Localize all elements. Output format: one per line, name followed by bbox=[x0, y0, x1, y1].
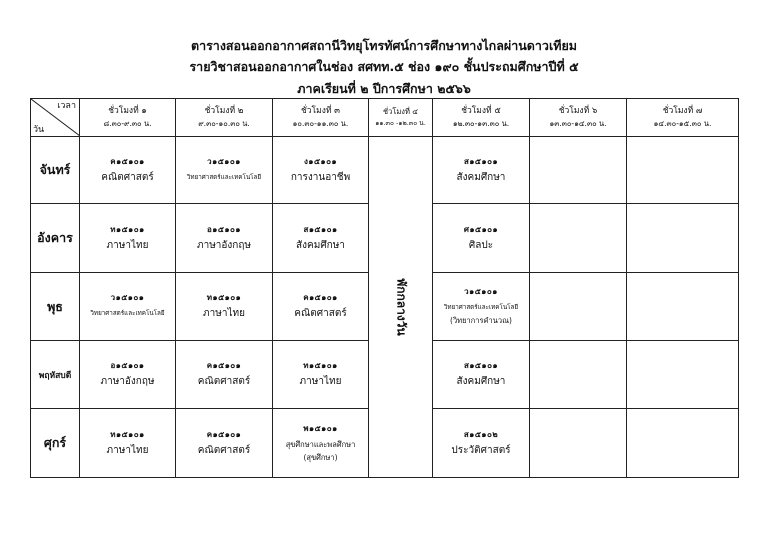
class-cell bbox=[176, 341, 273, 409]
course-code: พ๑๕๑๐๑ bbox=[303, 423, 338, 433]
day-name: พุธ bbox=[31, 273, 80, 341]
class-cell bbox=[80, 341, 176, 409]
course-code: ส๑๕๑๐๑ bbox=[463, 156, 499, 166]
subject-name: ภาษาไทย bbox=[299, 376, 342, 387]
period-header bbox=[80, 99, 176, 137]
empty-cell bbox=[530, 341, 627, 409]
class-cell bbox=[80, 204, 176, 273]
period-header bbox=[433, 99, 530, 137]
subject-note: (วิทยาการคำนวณ) bbox=[450, 316, 512, 325]
subject-name: สังคมศึกษา bbox=[296, 239, 345, 251]
empty-cell bbox=[627, 204, 739, 273]
empty-cell bbox=[627, 341, 739, 409]
class-cell bbox=[273, 341, 369, 409]
lunch-break-cell bbox=[369, 137, 433, 478]
subject-name: ภาษาไทย bbox=[203, 308, 245, 319]
class-cell bbox=[80, 137, 176, 204]
header-row bbox=[31, 99, 739, 137]
empty-cell bbox=[627, 409, 739, 478]
empty-cell bbox=[627, 273, 739, 341]
period-time: ๑๔.๓๐-๑๕.๓๐ น. bbox=[653, 119, 712, 128]
class-cell bbox=[176, 273, 273, 341]
day-label: วัน bbox=[33, 125, 45, 135]
period-header bbox=[627, 99, 739, 137]
course-code: ส๑๕๑๐๑ bbox=[303, 224, 338, 234]
day-name: อังคาร bbox=[31, 204, 80, 273]
subject-name: คณิตศาสตร์ bbox=[294, 308, 347, 319]
subject-name: สังคมศึกษา bbox=[456, 171, 506, 183]
subject-name: วิทยาศาสตร์และเทคโนโลยี bbox=[186, 173, 262, 181]
empty-cell bbox=[530, 137, 627, 204]
subject-name: ภาษาอังกฤษ bbox=[196, 239, 251, 251]
subject-name: ประวัติศาสตร์ bbox=[451, 444, 511, 456]
class-cell bbox=[273, 137, 369, 204]
course-code: อ๑๕๑๐๑ bbox=[110, 361, 145, 370]
schedule-table bbox=[30, 98, 739, 478]
lunch-break-label: พักกลางวัน bbox=[394, 278, 408, 336]
empty-cell bbox=[530, 204, 627, 273]
class-cell bbox=[80, 409, 176, 478]
course-code: ท๑๕๑๐๑ bbox=[110, 429, 145, 439]
class-cell bbox=[433, 204, 530, 273]
subject-name: สังคมศึกษา bbox=[456, 376, 506, 387]
course-code: ค๑๕๑๐๑ bbox=[206, 429, 242, 439]
course-code: ค๑๕๑๐๑ bbox=[110, 156, 145, 166]
class-cell bbox=[80, 273, 176, 341]
course-code: ว๑๕๑๐๑ bbox=[464, 287, 498, 296]
semester-line: ภาคเรียนที่ ๒ ปีการศึกษา ๒๕๖๖ bbox=[297, 81, 471, 96]
class-cell bbox=[273, 409, 369, 478]
day-row-monday bbox=[31, 137, 739, 204]
course-code: ง๑๕๑๐๑ bbox=[303, 156, 338, 166]
course-code: ศ๑๕๑๐๑ bbox=[463, 224, 499, 234]
subject-name: สุขศึกษาและพลศึกษา bbox=[285, 439, 356, 449]
period-header bbox=[369, 99, 433, 137]
day-name: ศุกร์ bbox=[31, 409, 80, 478]
subject-name: ภาษาอังกฤษ bbox=[100, 376, 155, 387]
document-title: ตารางสอนออกอากาศสถานีวิทยุโทรทัศน์การศึกษาทางไกลผ่านดาวเทียม bbox=[190, 38, 578, 53]
class-cell bbox=[433, 341, 530, 409]
subject-name: วิทยาศาสตร์และเทคโนโลยี bbox=[443, 304, 519, 311]
course-code: ส๑๕๑๐๒ bbox=[463, 429, 499, 439]
day-name: พฤหัสบดี bbox=[31, 341, 80, 409]
period-header bbox=[273, 99, 369, 137]
subject-name: ศิลปะ bbox=[468, 239, 494, 251]
document-subtitle: รายวิชาสอนออกอากาศในช่อง สศทท.๕ ช่อง ๑๙๐ ชั้นประถมศึกษาปีที่ ๕ bbox=[189, 59, 579, 74]
corner-cell bbox=[31, 99, 80, 137]
period-header bbox=[530, 99, 627, 137]
course-code: ท๑๕๑๐๑ bbox=[206, 293, 242, 302]
time-label: เวลา bbox=[57, 101, 76, 111]
course-code: อ๑๕๑๐๑ bbox=[207, 224, 241, 234]
course-code: ว๑๕๑๐๑ bbox=[207, 156, 241, 166]
class-cell bbox=[273, 204, 369, 273]
subject-name: คณิตศาสตร์ bbox=[197, 376, 251, 387]
day-name: จันทร์ bbox=[31, 137, 80, 204]
subject-name: ภาษาไทย bbox=[106, 444, 149, 456]
period-name: ชั่วโมงที่ ๑ bbox=[108, 106, 147, 116]
empty-cell bbox=[530, 273, 627, 341]
class-cell bbox=[176, 137, 273, 204]
period-time: ๘.๓๐-๙.๓๐ น. bbox=[103, 119, 152, 128]
period-time: ๑๐.๓๐-๑๑.๓๐ น. bbox=[292, 119, 349, 128]
empty-cell bbox=[530, 409, 627, 478]
period-time: ๑๑.๓๐ -๑๒.๓๐ น. bbox=[375, 119, 426, 127]
course-code: ค๑๕๑๐๑ bbox=[206, 361, 242, 370]
course-code: ท๑๕๑๐๑ bbox=[303, 361, 338, 370]
empty-cell bbox=[627, 137, 739, 204]
period-name: ชั่วโมงที่ ๗ bbox=[662, 106, 703, 116]
course-code: ค๑๕๑๐๑ bbox=[303, 293, 338, 302]
subject-name: คณิตศาสตร์ bbox=[101, 171, 154, 183]
class-cell bbox=[433, 137, 530, 204]
period-name: ชั่วโมงที่ ๓ bbox=[301, 106, 340, 116]
period-time: ๑๓.๓๐-๑๔.๓๐ น. bbox=[549, 119, 607, 128]
subject-name: วิทยาศาสตร์และเทคโนโลยี bbox=[90, 310, 165, 317]
class-cell bbox=[433, 273, 530, 341]
course-code: ว๑๕๑๐๑ bbox=[110, 293, 145, 302]
course-code: ส๑๕๑๐๑ bbox=[463, 361, 499, 370]
subject-note: (สุขศึกษา) bbox=[303, 452, 338, 462]
course-code: ท๑๕๑๐๑ bbox=[110, 224, 145, 234]
subject-name: การงานอาชีพ bbox=[290, 171, 351, 183]
period-time: ๑๒.๓๐-๑๓.๓๐ น. bbox=[452, 119, 510, 128]
subject-name: ภาษาไทย bbox=[106, 239, 149, 251]
period-time: ๙.๓๐-๑๐.๓๐ น. bbox=[198, 119, 250, 128]
class-cell bbox=[176, 409, 273, 478]
class-cell bbox=[176, 204, 273, 273]
period-header bbox=[176, 99, 273, 137]
class-cell bbox=[273, 273, 369, 341]
period-name: ชั่วโมงที่ ๔ bbox=[383, 107, 418, 116]
period-name: ชั่วโมงที่ ๖ bbox=[558, 106, 598, 116]
class-cell bbox=[433, 409, 530, 478]
period-name: ชั่วโมงที่ ๒ bbox=[204, 106, 244, 116]
period-name: ชั่วโมงที่ ๕ bbox=[461, 106, 501, 116]
subject-name: คณิตศาสตร์ bbox=[197, 444, 251, 456]
